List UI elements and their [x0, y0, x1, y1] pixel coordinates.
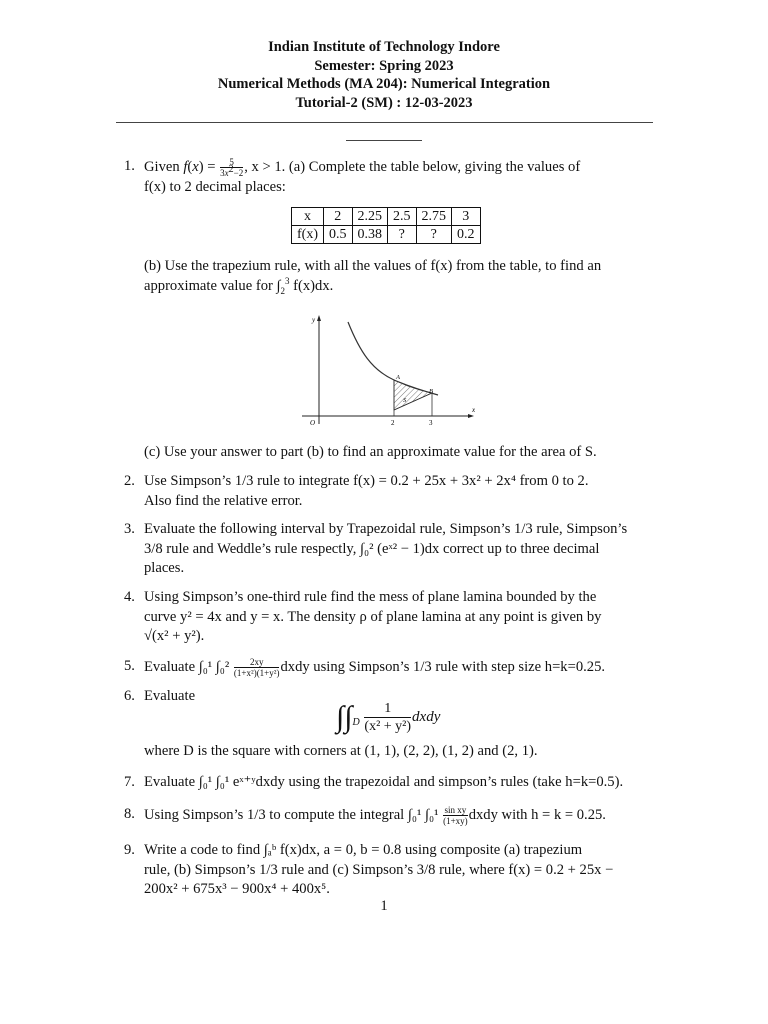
question-3	[124, 520, 664, 579]
q3-line2: 3/8 rule and Weddle’s rule respectly, ∫₀² (eˣ² − 1)dx correct up to three decimal	[144, 540, 600, 557]
question-number: 5.	[124, 658, 135, 674]
function-curve	[348, 322, 438, 395]
header-rule	[116, 122, 653, 123]
q8-text-b: dxdy with h = k = 0.25.	[468, 806, 606, 823]
q1-intro-a: Given	[144, 158, 184, 175]
q6-fraction	[364, 700, 411, 735]
q1-part-b: (b) Use the trapezium rule, with all the values of f(x) from the table, to find an approximate value for $\int_2^3$ f(x)dx.	[144, 258, 602, 296]
point-b-label: B	[429, 388, 433, 395]
q9-line3: 200x² + 675x³ − 900x⁴ + 400x⁵.	[144, 881, 330, 897]
table-row-fx	[292, 226, 481, 244]
region-subscript: D	[352, 716, 360, 728]
q2-line2: Also find the relative error.	[144, 492, 303, 509]
q1-intro-c: f(x) to 2 decimal places:	[144, 179, 286, 195]
tutorial-line: Tutorial-2 (SM) : 12-03-2023	[295, 94, 473, 111]
double-integral-sign: ∫∫	[336, 700, 353, 734]
q8-text-a: Using Simpson’s 1/3 to compute the integral ∫₀¹ ∫₀¹	[144, 806, 443, 823]
q5-fraction	[234, 657, 280, 678]
table-cell: 2.5	[388, 208, 417, 226]
q8-fraction	[443, 805, 468, 826]
shaded-region-s	[394, 380, 432, 410]
header-short-rule	[346, 140, 422, 141]
origin-label: O	[310, 419, 316, 427]
tick-label-3: 3	[429, 419, 433, 427]
course-title: Numerical Methods (MA 204): Numerical Integration	[217, 76, 551, 92]
institute-name: Indian Institute of Technology Indore	[268, 39, 500, 55]
region-s-label: S	[403, 397, 407, 404]
q4-line1: Using Simpson’s one-third rule find the mess of plane lamina bounded by the	[144, 589, 597, 605]
table-cell: 2.75	[416, 208, 452, 226]
question-7	[124, 773, 664, 793]
q4-line2: curve y² = 4x and y = x. The density ρ of plane lamina at any point is given by	[144, 608, 602, 625]
q1-function-fraction: $\frac{5}{3x^2-2}$	[220, 157, 244, 178]
question-5	[124, 657, 664, 678]
q9-line1: Write a code to find ∫ₐᵇ f(x)dx, a = 0, b = 0.8 using composite (a) trapezium	[144, 842, 583, 858]
table-cell: x	[292, 208, 324, 226]
q5-text-a: Evaluate ∫₀¹ ∫₀²	[144, 658, 233, 675]
point-a-label: A	[396, 374, 400, 381]
table-cell: 0.2	[452, 226, 481, 244]
q3-line1: Evaluate the following interval by Trapezoidal rule, Simpson’s 1/3 rule, Simpson’s	[144, 521, 628, 537]
q9-line2: rule, (b) Simpson’s 1/3 rule and (c) Simpson’s 3/8 rule, where f(x) = 0.2 + 25x −	[144, 861, 614, 878]
q1-part-b-line3: f(x)dx.	[289, 277, 334, 294]
q1-part-b-line1: (b) Use the trapezium rule, with all the values of f(x) from the table, to find an	[144, 258, 602, 274]
question-number: 8.	[124, 806, 135, 822]
y-label: y	[312, 316, 316, 324]
question-4	[124, 588, 664, 647]
question-2	[124, 472, 664, 511]
q3-line3: places.	[144, 560, 185, 576]
table-cell: 0.5	[324, 226, 353, 244]
curve-area-figure	[298, 312, 478, 430]
table-cell: ?	[388, 226, 417, 244]
question-number: 3.	[124, 521, 135, 537]
q8-frac-den: (1+xy)	[443, 816, 468, 826]
q7-text: Evaluate ∫₀¹ ∫₀¹ eˣ⁺ʸdxdy using the trapezoidal and simpson’s rules (take h=k=0.5).	[144, 774, 624, 790]
q6-display-tail: dxdy	[412, 708, 441, 725]
q8-frac-num: sin xy	[444, 805, 467, 815]
tick-label-2: 2	[391, 419, 395, 427]
q6-line1: Evaluate	[144, 688, 196, 704]
q5-frac-den: (1+x²)(1+y²)	[233, 668, 280, 678]
table-cell: 3	[452, 208, 481, 226]
question-number: 9.	[124, 842, 135, 858]
q6-display-integral	[336, 700, 440, 735]
question-number: 7.	[124, 774, 135, 790]
x-axis-arrow-icon	[468, 414, 474, 418]
table-cell: ?	[416, 226, 452, 244]
question-number: 1.	[124, 158, 135, 174]
question-number: 6.	[124, 688, 135, 704]
table-cell: f(x)	[292, 226, 324, 244]
q6-frac-den: (x² + y²)	[364, 719, 412, 734]
table-row-x	[292, 208, 481, 226]
y-axis-arrow-icon	[317, 315, 321, 321]
semester-line: Semester: Spring 2023	[314, 57, 454, 74]
x-label: x	[472, 406, 476, 414]
q2-line1: Use Simpson’s 1/3 rule to integrate f(x) = 0.2 + 25x + 3x² + 2x⁴ from 0 to 2.	[144, 473, 589, 489]
q1-intro-b: , x > 1. (a) Complete the table below, giving the values of	[244, 158, 581, 175]
q1-part-c: (c) Use your answer to part (b) to find an approximate value for the area of S.	[144, 444, 597, 460]
table-cell: 2	[324, 208, 353, 226]
question-8	[124, 805, 664, 826]
page-number: 1	[380, 898, 388, 914]
q5-text-b: dxdy using Simpson’s 1/3 rule with step size h=k=0.25.	[280, 658, 606, 675]
values-table	[291, 207, 481, 244]
table-cell: 0.38	[352, 226, 388, 244]
q6-line2: where D is the square with corners at (1, 1), (2, 2), (1, 2) and (2, 1).	[144, 743, 538, 759]
question-9	[124, 841, 664, 900]
q1-part-b-line2: approximate value for ∫	[144, 277, 281, 294]
question-number: 4.	[124, 589, 135, 605]
table-cell: 2.25	[352, 208, 388, 226]
question-1: 1. Given f(x) = $\frac{5}{3x^2-2}$ , x > 1. (a) Complete the table below, giving the values of f(x) to 2 decimal places:	[124, 157, 581, 195]
question-number: 2.	[124, 473, 135, 489]
q4-line3: √(x² + y²).	[144, 628, 205, 644]
document-header	[0, 38, 768, 112]
q6-frac-num: 1	[384, 701, 392, 716]
q5-frac-num: 2xy	[249, 657, 264, 667]
